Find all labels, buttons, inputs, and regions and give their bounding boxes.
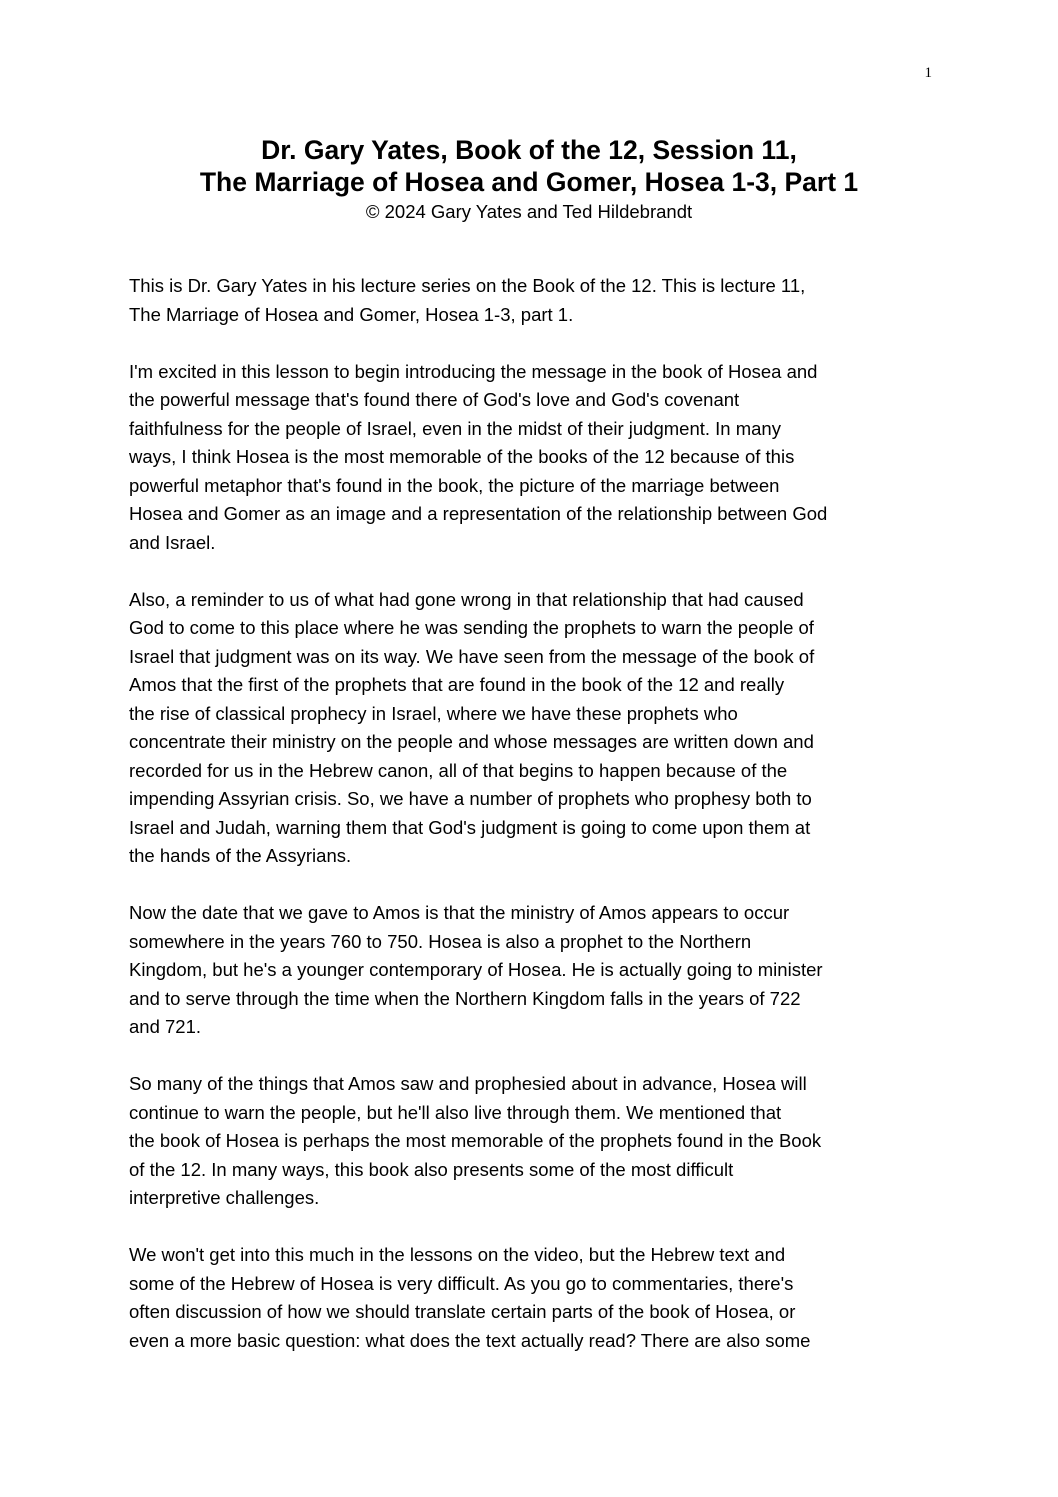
paragraph-line: Now the date that we gave to Amos is that the ministry of Amos appears to occur (129, 902, 790, 923)
paragraph-line: and 721. (129, 1016, 202, 1037)
paragraph-line: the rise of classical prophecy in Israel, where we have these prophets who (129, 702, 738, 724)
paragraph-line: Israel and Judah, warning them that God's judgment is going to come upon them at (129, 816, 811, 838)
paragraph-line: and to serve through the time when the Northern Kingdom falls in the years of 722 (129, 987, 801, 1009)
paragraph-line: powerful metaphor that's found in the book, the picture of the marriage between (129, 474, 780, 496)
paragraph-line: Also, a reminder to us of what had gone wrong in that relationship that had caused (129, 588, 804, 610)
paragraph-line: So many of the things that Amos saw and prophesied about in advance, Hosea will (129, 1073, 807, 1094)
document-header (60, 134, 998, 224)
paragraph-line: the hands of the Assyrians. (129, 845, 352, 866)
paragraph-line: impending Assyrian crisis. So, we have a number of prophets who prophesy both to (129, 788, 812, 809)
copyright-notice: © 2024 Gary Yates and Ted Hildebrandt (365, 201, 693, 222)
paragraph-line: the book of Hosea is perhaps the most memorable of the prophets found in the Book (129, 1130, 822, 1151)
paragraph-line: I'm excited in this lesson to begin introducing the message in the book of Hosea and (129, 360, 818, 382)
paragraph-line: Kingdom, but he's a younger contemporary of Hosea. He is actually going to minister (129, 959, 823, 980)
paragraph-line: the powerful message that's found there of God's love and God's covenant (129, 389, 740, 410)
paragraph (129, 272, 929, 329)
paragraph-line: The Marriage of Hosea and Gomer, Hosea 1-3, part 1. (129, 303, 574, 325)
paragraph-line: This is Dr. Gary Yates in his lecture series on the Book of the 12. This is lecture 11, (129, 275, 806, 296)
page-number: 1 (924, 65, 932, 81)
paragraph (129, 1241, 929, 1355)
paragraph-line: Amos that the first of the prophets that are found in the book of the 12 and really (129, 674, 785, 695)
document-body (129, 272, 929, 1384)
paragraph-line: God to come to this place where he was sending the prophets to warn the people of (129, 617, 814, 638)
paragraph-line: continue to warn the people, but he'll also live through them. We mentioned that (129, 1101, 782, 1123)
paragraph-line: and Israel. (129, 531, 216, 553)
paragraph-line: ways, I think Hosea is the most memorable of the books of the 12 because of this (129, 446, 795, 467)
paragraph-line: some of the Hebrew of Hosea is very difficult. As you go to commentaries, there's (129, 1272, 794, 1294)
paragraph-line: of the 12. In many ways, this book also presents some of the most difficult (129, 1158, 734, 1180)
paragraph-line: We won't get into this much in the lessons on the video, but the Hebrew text and (129, 1244, 786, 1265)
document-title-line-2: The Marriage of Hosea and Gomer, Hosea 1-3, Part 1 (199, 167, 859, 197)
paragraph (129, 586, 929, 871)
paragraph (129, 1070, 929, 1213)
paragraph-line: recorded for us in the Hebrew canon, all of that begins to happen because of the (129, 759, 788, 781)
paragraph-line: even a more basic question: what does the text actually read? There are also some (129, 1329, 811, 1351)
paragraph (129, 358, 929, 558)
paragraph-line: somewhere in the years 760 to 750. Hosea is also a prophet to the Northern (129, 930, 752, 952)
paragraph-line: Hosea and Gomer as an image and a representation of the relationship between God (129, 503, 828, 524)
paragraph-line: concentrate their ministry on the people and whose messages are written down and (129, 731, 814, 752)
paragraph-line: Israel that judgment was on its way. We have seen from the message of the book of (129, 645, 815, 667)
document-title-line-1: Dr. Gary Yates, Book of the 12, Session 11, (261, 135, 797, 165)
paragraph (129, 899, 929, 1042)
paragraph-line: often discussion of how we should translate certain parts of the book of Hosea, or (129, 1301, 796, 1322)
paragraph-line: faithfulness for the people of Israel, even in the midst of their judgment. In many (129, 417, 781, 439)
paragraph-line: interpretive challenges. (129, 1187, 320, 1208)
